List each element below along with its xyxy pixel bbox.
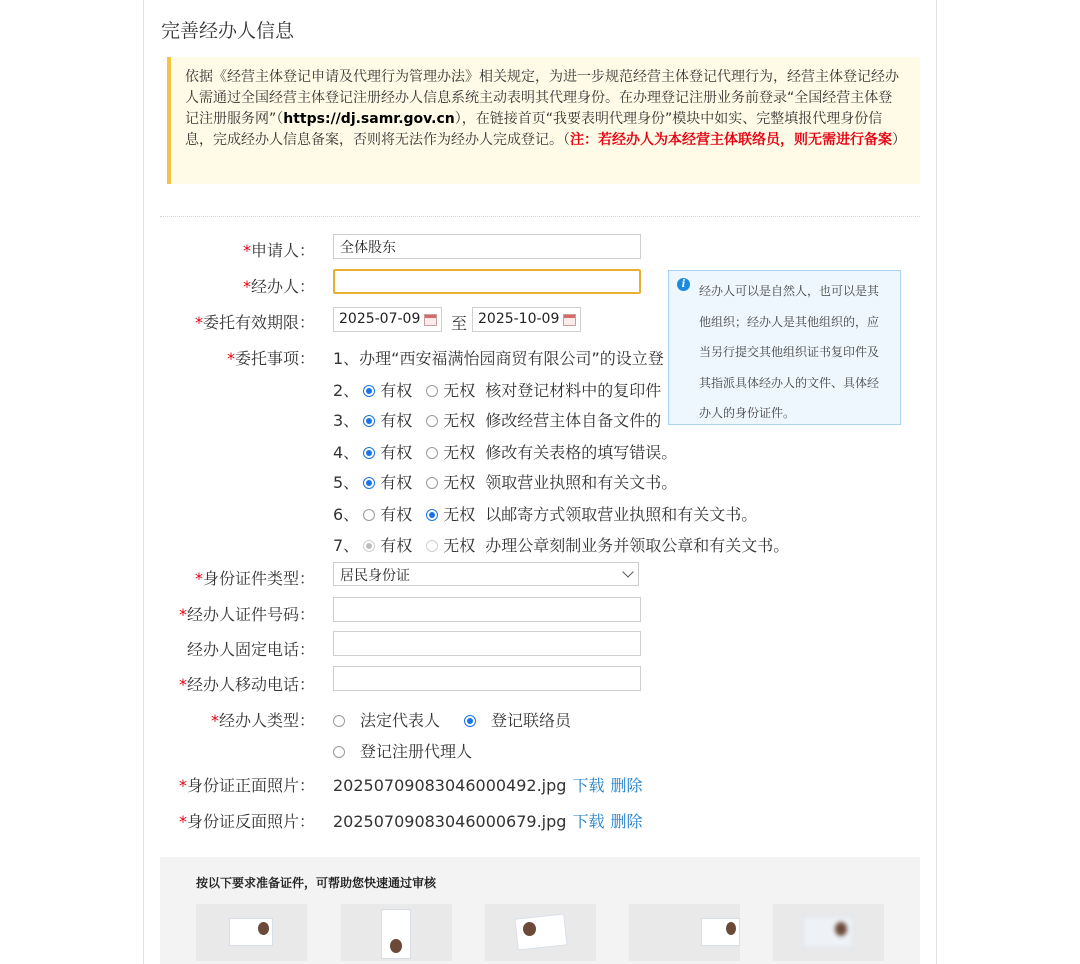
sample-image-id-front bbox=[196, 904, 307, 961]
chevron-down-icon bbox=[622, 566, 633, 577]
radio-no[interactable] bbox=[426, 477, 438, 489]
period-end-input[interactable]: 2025-10-09 bbox=[472, 307, 581, 332]
id-type-label: *身份证件类型： bbox=[194, 569, 315, 588]
agent-type-options-2: 登记注册代理人 bbox=[329, 739, 472, 762]
id-number-label: *经办人证件号码： bbox=[178, 605, 315, 624]
radio-yes[interactable] bbox=[363, 447, 375, 459]
document-guide bbox=[160, 857, 920, 964]
matter-item-1: 1、办理“西安福满怡园商贸有限公司”的设立登 bbox=[333, 349, 664, 368]
radio-registration-agent[interactable] bbox=[333, 746, 345, 758]
download-link[interactable]: 下载 bbox=[572, 776, 605, 795]
mobile-phone-label: *经办人移动电话： bbox=[178, 675, 315, 694]
radio-yes[interactable] bbox=[363, 415, 375, 427]
notice-link[interactable]: https://dj.samr.gov.cn bbox=[283, 111, 455, 127]
radio-contact[interactable] bbox=[464, 715, 476, 727]
fixed-phone-input[interactable] bbox=[333, 631, 641, 656]
notice-box bbox=[167, 57, 920, 184]
id-front-label: *身份证正面照片： bbox=[178, 776, 315, 795]
radio-yes[interactable] bbox=[363, 385, 375, 397]
id-back-file: 20250709083046000679.jpg 下载 删除 bbox=[333, 812, 643, 831]
notice-warning: 注：若经办人为本经营主体联络员，则无需进行备案 bbox=[570, 132, 892, 148]
radio-no[interactable] bbox=[426, 447, 438, 459]
radio-legal-rep[interactable] bbox=[333, 715, 345, 727]
notice-text-2: ），在链接首页“我要表明代理身份”模块中如实、完整填报代理身份信息，完成经办人信息备案，否则将无法作为经办人完成登记。（ bbox=[185, 111, 883, 148]
id-number-input[interactable] bbox=[333, 597, 641, 622]
radio-no[interactable] bbox=[426, 509, 438, 521]
agent-type-label: *经办人类型： bbox=[210, 711, 315, 730]
calendar-icon[interactable] bbox=[563, 314, 576, 326]
notice-text-3: ） bbox=[892, 132, 906, 148]
applicant-input[interactable]: 全体股东 bbox=[333, 234, 641, 259]
matter-item-5: 5、 有权 无权 领取营业执照和有关文书。 bbox=[333, 473, 678, 492]
radio-no[interactable] bbox=[426, 385, 438, 397]
guide-title: 按以下要求准备证件，可帮助您快速通过审核 bbox=[196, 876, 437, 890]
sample-image-id-rotated bbox=[485, 904, 596, 961]
sample-image-id-blurred bbox=[773, 904, 884, 961]
sample-image-id-vertical bbox=[341, 904, 452, 961]
calendar-icon[interactable] bbox=[424, 314, 437, 326]
mobile-phone-input[interactable] bbox=[333, 666, 641, 691]
id-type-select[interactable]: 居民身份证 bbox=[333, 562, 639, 586]
period-separator: 至 bbox=[451, 314, 468, 333]
radio-no-disabled bbox=[426, 540, 438, 552]
download-link[interactable]: 下载 bbox=[572, 812, 605, 831]
sample-image-id-cropped bbox=[629, 904, 740, 961]
fixed-phone-label: 经办人固定电话： bbox=[186, 640, 315, 659]
id-front-file: 20250709083046000492.jpg 下载 删除 bbox=[333, 776, 643, 795]
notice-text-1: 依据《经营主体登记申请及代理行为管理办法》相关规定，为进一步规范经营主体登记代理行为，经营主体登记经办人需通过全国经营主体登记注册经办人信息系统主动表明其代理身份。在办理登记注册业务前登录“全国经营主体登记注册服务网”（ bbox=[185, 69, 899, 127]
agent-type-options: 法定代表人 登记联络员 bbox=[329, 708, 571, 731]
matter-item-2: 2、 有权 无权 核对登记材料中的复印件 bbox=[333, 381, 662, 400]
matter-item-4: 4、 有权 无权 修改有关表格的填写错误。 bbox=[333, 443, 678, 462]
tooltip-text: 经办人可以是自然人，也可以是其他组织；经办人是其他组织的，应当另行提交其他组织证书复印件及其指派具体经办人的文件、具体经办人的身份证件。 bbox=[699, 284, 880, 420]
matters-label: *委托事项： bbox=[226, 349, 315, 368]
matter-item-6: 6、 有权 无权 以邮寄方式领取营业执照和有关文书。 bbox=[333, 505, 758, 524]
agent-input[interactable] bbox=[333, 269, 641, 294]
period-start-input[interactable]: 2025-07-09 bbox=[333, 307, 442, 332]
radio-no[interactable] bbox=[426, 415, 438, 427]
matter-item-7: 7、 有权 无权 办理公章刻制业务并领取公章和有关文书。 bbox=[333, 536, 790, 555]
radio-yes-disabled bbox=[363, 540, 375, 552]
radio-yes[interactable] bbox=[363, 509, 375, 521]
divider bbox=[160, 216, 920, 217]
radio-yes[interactable] bbox=[363, 477, 375, 489]
period-label: *委托有效期限： bbox=[194, 313, 315, 332]
delete-link[interactable]: 删除 bbox=[610, 776, 643, 795]
delete-link[interactable]: 删除 bbox=[610, 812, 643, 831]
applicant-label: *申请人： bbox=[242, 241, 315, 260]
agent-label: *经办人： bbox=[242, 277, 315, 296]
agent-tooltip bbox=[668, 270, 901, 425]
id-back-label: *身份证反面照片： bbox=[178, 812, 315, 831]
info-icon: i bbox=[677, 278, 690, 291]
page-title: 完善经办人信息 bbox=[161, 20, 295, 42]
matter-item-3: 3、 有权 无权 修改经营主体自备文件的 bbox=[333, 411, 662, 430]
